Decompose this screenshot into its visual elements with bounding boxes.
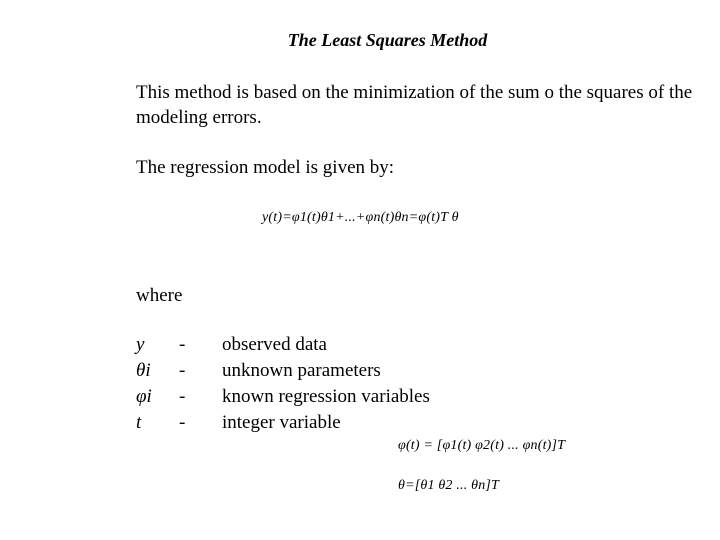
regression-equation: y(t)=φ1(t)θ1+...+φn(t)θn=φ(t)T θ bbox=[262, 210, 459, 225]
definition-dash: - bbox=[179, 334, 186, 355]
definitions-table bbox=[136, 334, 430, 438]
theta-vector-equation: θ=[θ1 θ2 ... θn]T bbox=[398, 478, 500, 493]
intro-paragraph: This method is based on the minimization of the sum o the squares of the modeling errors. bbox=[136, 82, 693, 128]
definition-dash: - bbox=[179, 360, 186, 381]
definition-row bbox=[136, 334, 430, 360]
definition-symbol: y bbox=[136, 334, 145, 355]
definition-dash: - bbox=[179, 386, 186, 407]
definition-row bbox=[136, 412, 430, 438]
definition-row bbox=[136, 386, 430, 412]
definition-meaning: observed data bbox=[222, 334, 327, 355]
slide-title: The Least Squares Method bbox=[287, 30, 488, 50]
definition-row bbox=[136, 360, 430, 386]
definition-meaning: known regression variables bbox=[222, 386, 430, 407]
phi-vector-equation: φ(t) = [φ1(t) φ2(t) ... φn(t)]T bbox=[398, 438, 566, 453]
definition-symbol: φi bbox=[136, 386, 152, 407]
definition-meaning: integer variable bbox=[222, 412, 341, 433]
where-label: where bbox=[136, 285, 183, 306]
regression-intro: The regression model is given by: bbox=[136, 157, 395, 178]
definition-symbol: t bbox=[136, 412, 142, 433]
definition-symbol: θi bbox=[136, 360, 151, 381]
definition-meaning: unknown parameters bbox=[222, 360, 381, 381]
definition-dash: - bbox=[179, 412, 186, 433]
